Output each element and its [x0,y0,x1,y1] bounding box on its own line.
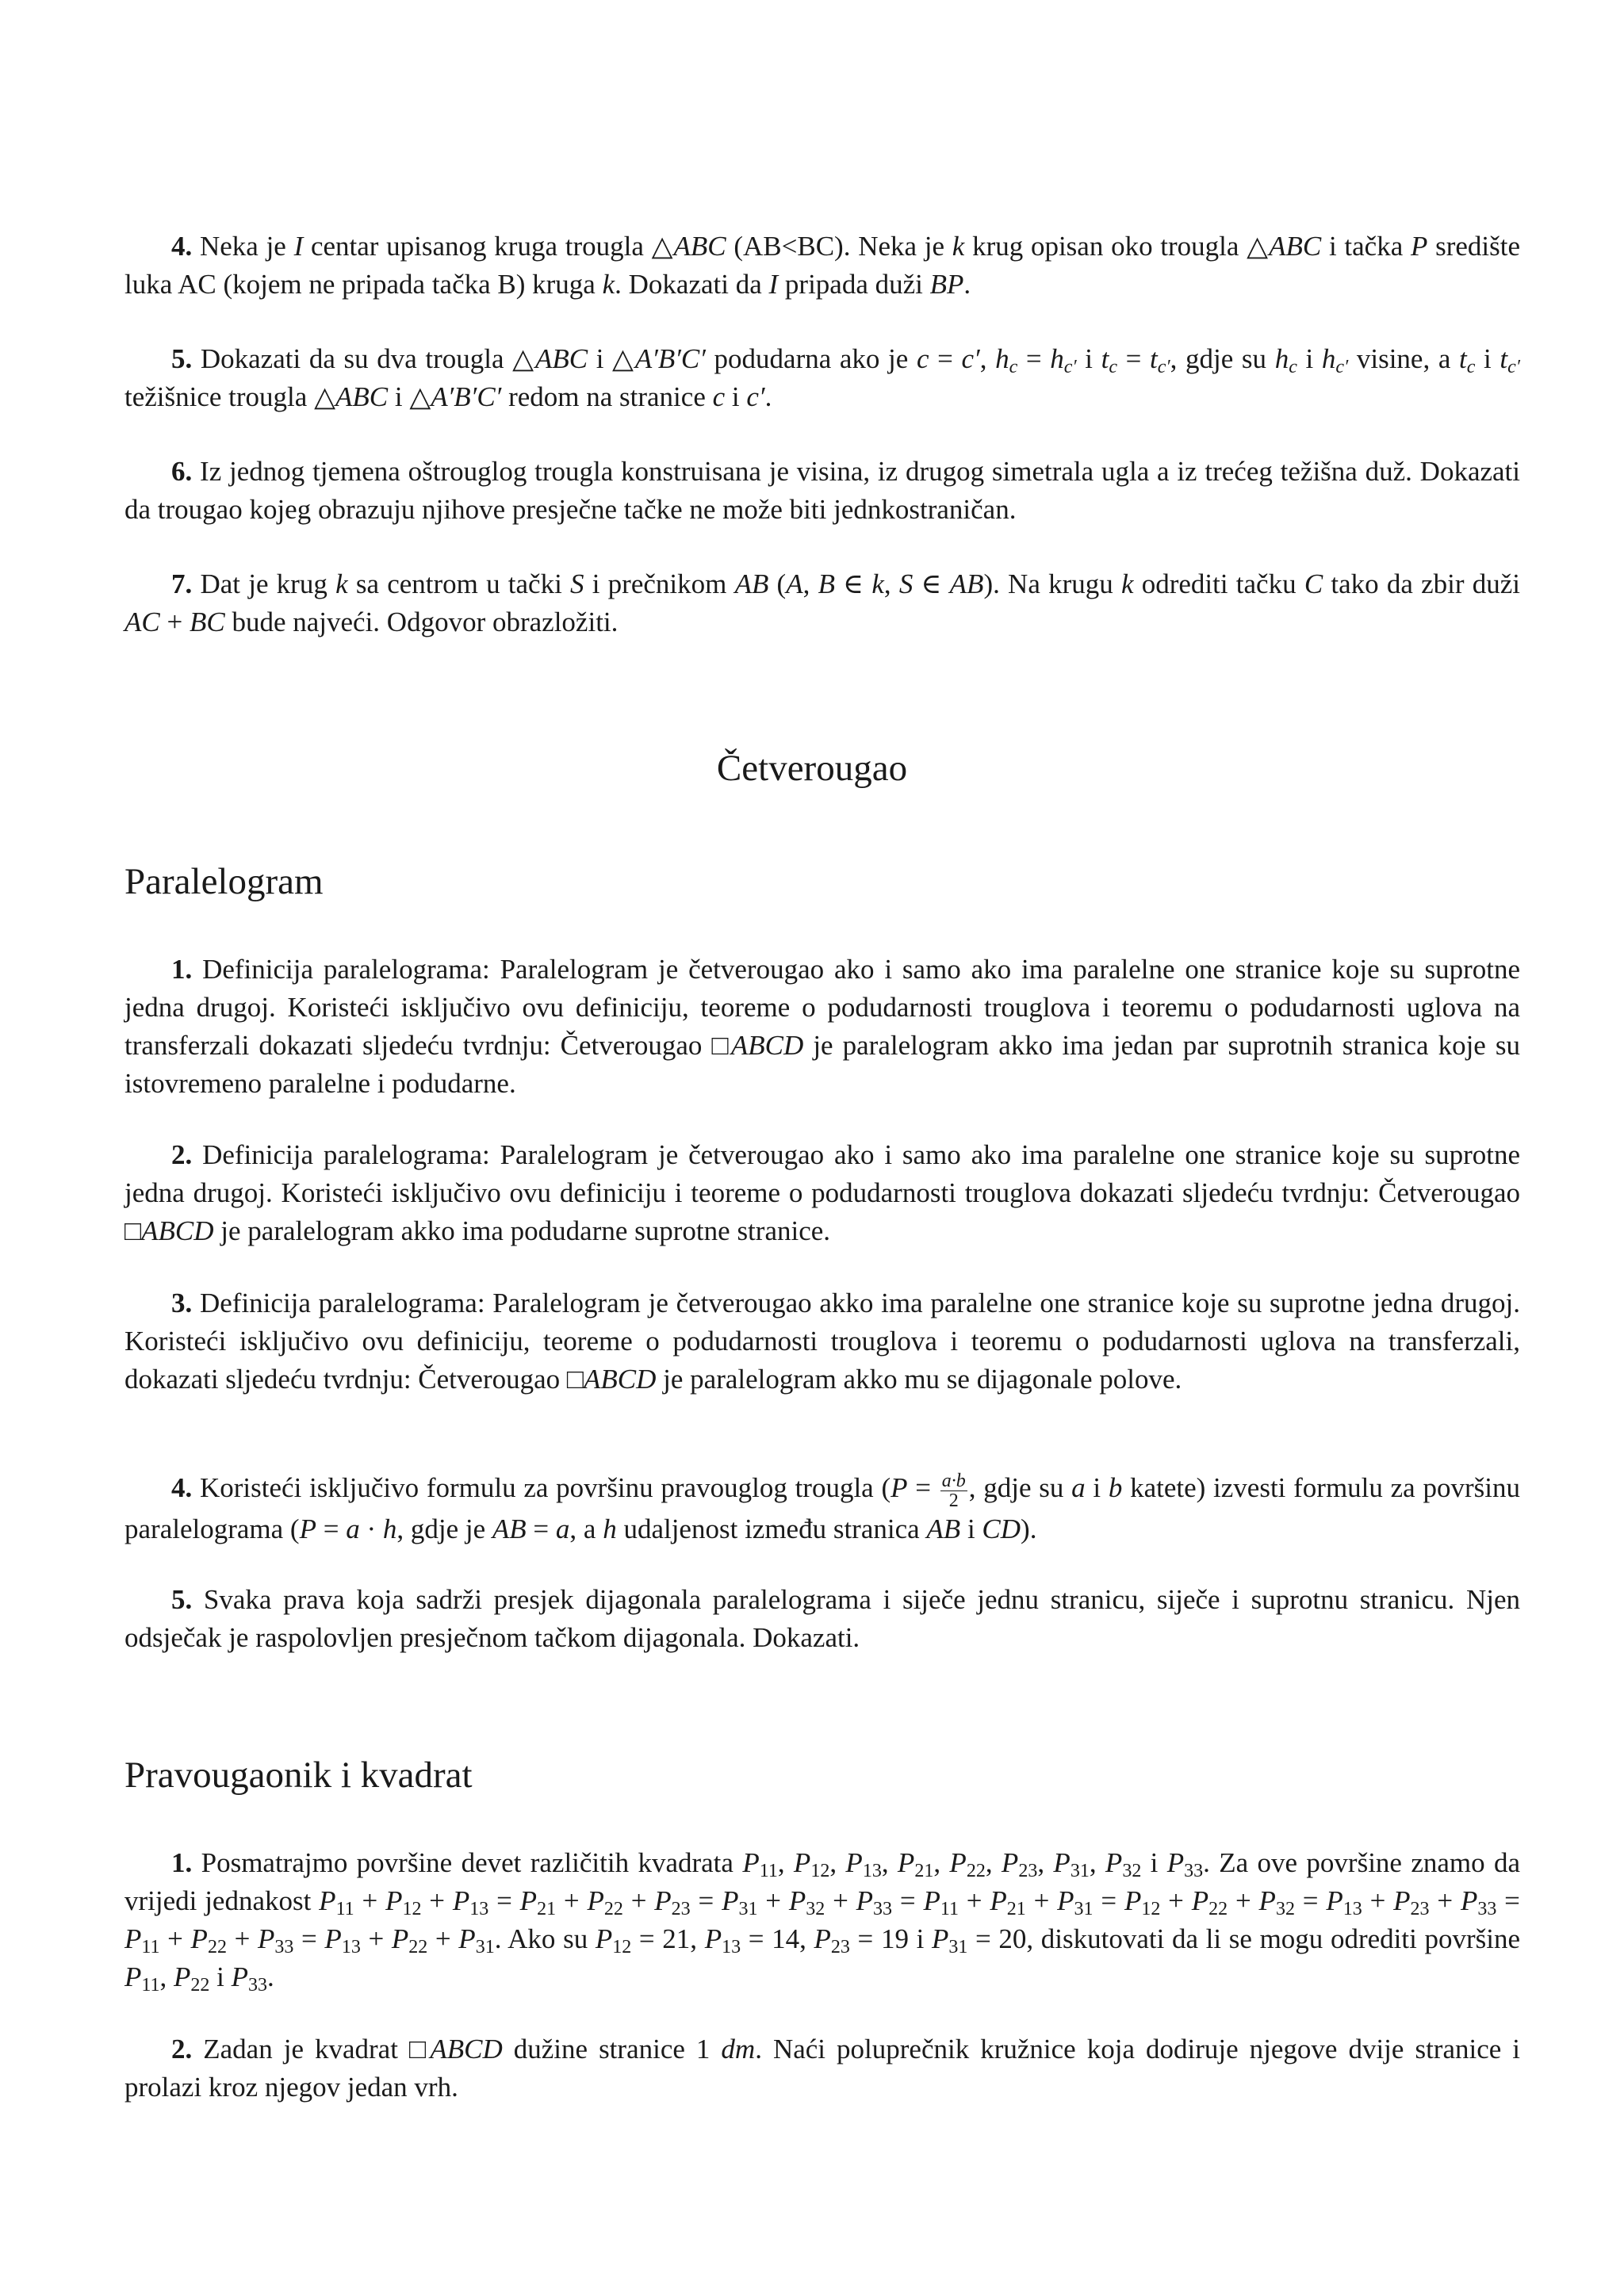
problem-number: 4. [171,231,193,262]
problem-text: Svaka prava koja sadrži presjek dijagonala paralelograma i siječe jednu stranicu, siječe i suprotnu stranicu. Njen odsječak je raspolovljen presječnom tačkom dijagonala. Dokazati. [124,1584,1520,1653]
kvadrat-problem-2: 2. Zadan je kvadrat □ABCD dužine stranice 1 dm. Naći poluprečnik kružnice koja dodiruje njegove dvije stranice i prolazi kroz njegov jedan vrh. [124,2034,1521,2103]
problem-4-incircle: 4. Neka je I centar upisanog kruga trougla △ABC (AB<BC). Neka je k krug opisan oko trougla △ABC i tačka P središte luka AC (kojem ne pripada tačka B) kruga k. Dokazati da I pripada duži BP. [124,231,1521,300]
problem-5-congruent-triangles: 5. Dokazati da su dva trougla △ABC i △A′B′C′ podudarna ako je c = c′, $h_c = h_{c'}$ i $t_c = t_{c'}$, gdje su $h_c$ i $h_{c'}$ visine, a $t_c$ i $t_{c'}$ težišnice trougla △ABC i △A′B′C′ redom na stranice c i c′. [124,343,1521,412]
problem-text: Iz jednog tjemena oštrouglog trougla konstruisana je visina, iz drugog simetrala ugla a iz trećeg težišna duž. Dokazati da trougao kojeg obrazuju njihove presječne tačke ne može biti jednkostraničan. [124,456,1520,525]
problem-number: 1. [171,1847,193,1878]
paralelogram-problem-3: 3. Definicija paralelograma: Paralelogram je četverougao akko ima paralelne one stranice koje su suprotne jedna drugoj. Koristeći isključivo ovu definiciju, teoreme o podudarnosti trouglova i teoremu o podudarnosti uglova na transferzali, dokazati sljedeću tvrdnju: Četverougao □ABCD je paralelogram akko mu se dijagonale polove. [124,1288,1520,1395]
problem-number: 2. [171,1139,193,1170]
problem-7-circle-max-sum: 7. Dat je krug k sa centrom u tački S i prečnikom AB (A, B ∈ k, S ∈ AB). Na krugu k odrediti tačku C tako da zbir duži AC + BC bude najveći. Odgovor obrazložiti. [124,568,1520,637]
section-title-paralelogram: Paralelogram [124,861,324,902]
chapter-title: Četverougao [716,748,908,789]
section-title-pravougaonik-kvadrat: Pravougaonik i kvadrat [124,1755,473,1796]
problem-number: 3. [171,1288,193,1318]
kvadrat-problem-1: 1. Posmatrajmo površine devet različitih kvadrata $P_{11}$, $P_{12}$, $P_{13}$, $P_{21}$, $P_{22}$, $P_{23}$, $P_{31}$, $P_{32}$ i $P_{33}$. Za ove površine znamo da vrijedi jednakost $P_{11} + P_{12} + P_{13} = P_{21} + P_{22} + P_{23} = P_{31} + P_{32} + P_{33} = P_{11} + P_{21} + P_{31} = P_{12} + P_{22} + P_{32} = P_{13} + P_{23} + P_{33} = P_{11} + P_{22} + P_{33} = P_{13} + P_{22} + P_{31}$. Ako su $P_{12} = 21$, $P_{13} = 14$, $P_{23} = 19$ i $P_{31} = 20$, diskutovati da li se mogu odrediti površine $P_{11}$, $P_{22}$ i $P_{33}$. [124,1847,1521,1996]
problem-number: 5. [171,1584,193,1615]
problem-number: 6. [171,456,193,487]
paralelogram-problem-5 [124,1581,1520,1657]
problem-number: 5. [171,343,193,374]
fraction-ab-over-2: $\frac{a\cdot b}{2}$ [941,1471,966,1511]
problem-6-acute-triangle [124,453,1520,529]
paralelogram-problem-2: 2. Definicija paralelograma: Paralelogram je četverougao ako i samo ako ima paralelne one stranice koje su suprotne jedna drugoj. Koristeći isključivo ovu definiciju i teoreme o podudarnosti trouglova dokazati sljedeću tvrdnju: Četverougao □ABCD je paralelogram akko ima podudarne suprotne stranice. [124,1139,1520,1246]
problem-number: 1. [171,954,193,985]
paralelogram-problem-1: 1. Definicija paralelograma: Paralelogram je četverougao ako i samo ako ima paralelne one stranice koje su suprotne jedna drugoj. Koristeći isključivo ovu definiciju, teoreme o podudarnosti trouglova i teoremu o podudarnosti uglova na transferzali dokazati sljedeću tvrdnju: Četverougao □ABCD je paralelogram akko ima jedan par suprotnih stranica koje su istovremeno paralelne i podudarne. [124,954,1520,1099]
problem-number: 7. [171,568,193,599]
problem-number: 2. [171,2034,193,2064]
problem-number: 4. [171,1472,193,1503]
paralelogram-problem-4: 4. Koristeći isključivo formulu za površinu pravouglog trougla (P = $\frac{a\cdot b}{2}$ , gdje su a i b katete) izvesti formulu za površinu paralelograma (P = a · h, gdje je AB = a, a h udaljenost između stranica AB i CD). [124,1471,1520,1544]
